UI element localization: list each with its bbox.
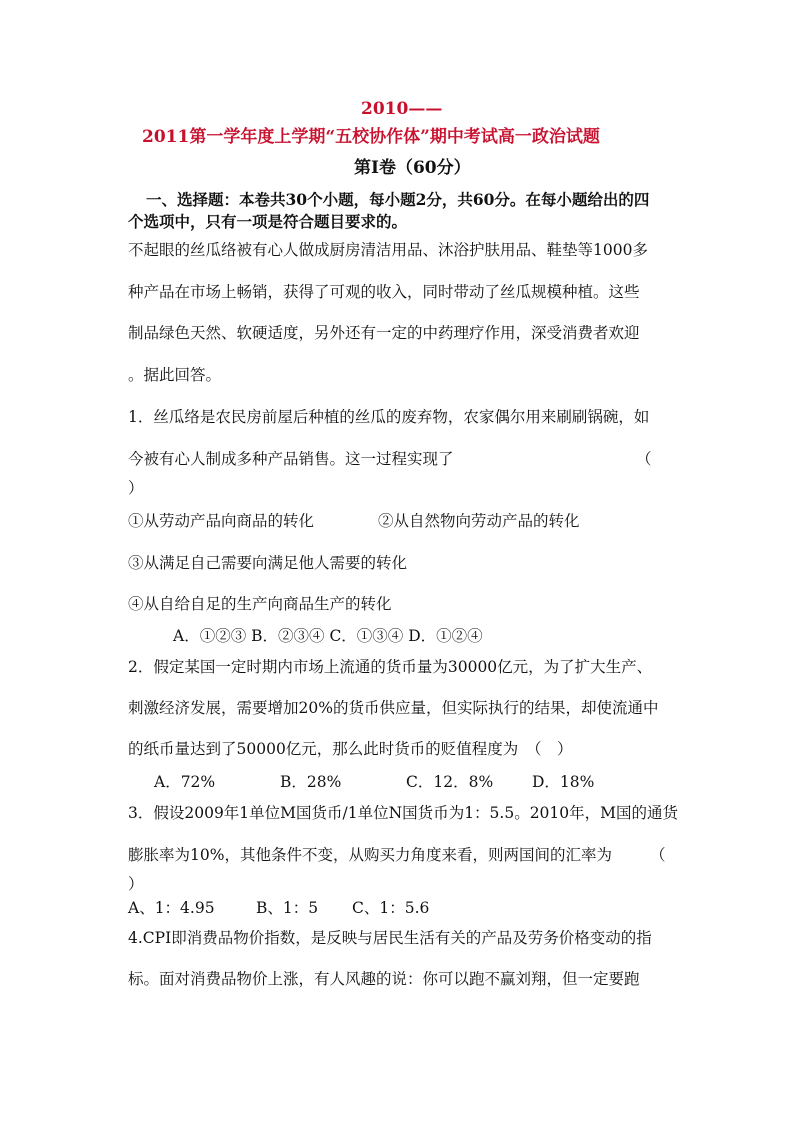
section-title: 第Ⅰ卷（60分） bbox=[354, 158, 471, 178]
q1-item-3: ③从满足自己需要向满足他人需要的转化 bbox=[128, 554, 408, 572]
passage-line-1: 不起眼的丝瓜络被有心人做成厨房清洁用品、沐浴护肤用品、鞋垫等1000多 bbox=[128, 241, 648, 259]
q1-item-2: ②从自然物向劳动产品的转化 bbox=[378, 512, 580, 530]
passage-line-3: 制品绿色天然、软硬适度，另外还有一定的中药理疗作用，深受消费者欢迎 bbox=[128, 324, 640, 342]
q2-option-a: A．72% bbox=[154, 773, 216, 791]
q1-item-4: ④从自给自足的生产向商品生产的转化 bbox=[128, 595, 392, 613]
q2-line-3: 的纸币量达到了50000亿元，那么此时货币的贬值程度为 （ ） bbox=[128, 740, 573, 758]
q1-answer-paren-open: （ bbox=[636, 450, 652, 468]
q2-line-1: 2．假定某国一定时期内市场上流通的货币量为30000亿元，为了扩大生产、 bbox=[128, 658, 653, 676]
q3-option-a: A、1：4.95 bbox=[128, 899, 215, 917]
q3-line-2: 膨胀率为10%，其他条件不变，从购买力角度来看，则两国间的汇率为 bbox=[128, 846, 612, 864]
q3-line-1: 3．假设2009年1单位M国货币/1单位N国货币为1：5.5。2010年，M国的通货 bbox=[128, 804, 679, 822]
q1-item-1: ①从劳动产品向商品的转化 bbox=[128, 512, 315, 530]
q4-line-1: 4.CPI即消费品物价指数，是反映与居民生活有关的产品及劳务价格变动的指 bbox=[128, 929, 652, 947]
q1-options: A．①②③ B．②③④ C．①③④ D．①②④ bbox=[173, 627, 483, 645]
q2-line-2: 刺激经济发展，需要增加20%的货币供应量，但实际执行的结果，却使流通中 bbox=[128, 699, 659, 717]
q3-answer-paren-open: （ bbox=[650, 846, 666, 864]
q1-line-1: 1．丝瓜络是农民房前屋后种植的丝瓜的废弃物，农家偶尔用来刷刷锅碗，如 bbox=[128, 408, 650, 426]
passage-line-4: 。据此回答。 bbox=[128, 366, 222, 384]
instructions-line-2: 个选项中，只有一项是符合题目要求的。 bbox=[128, 212, 408, 231]
q2-option-d: D．18% bbox=[532, 773, 595, 791]
title-line-2: 2011第一学年度上学期“五校协作体”期中考试高一政治试题 bbox=[142, 127, 600, 147]
q4-line-2: 标。面对消费品物价上涨，有人风趣的说：你可以跑不赢刘翔，但一定要跑 bbox=[128, 970, 640, 988]
title-line-1: 2010—— bbox=[361, 99, 443, 119]
q3-answer-paren-close: ） bbox=[128, 875, 144, 893]
instructions-line-1: 一、选择题：本卷共30个小题，每小题2分，共60分。在每小题给出的四 bbox=[146, 190, 650, 209]
q1-line-2: 今被有心人制成多种产品销售。这一过程实现了 bbox=[128, 450, 454, 468]
q3-option-b: B、1：5 bbox=[256, 899, 319, 917]
passage-line-2: 种产品在市场上畅销，获得了可观的收入，同时带动了丝瓜规模种植。这些 bbox=[128, 283, 640, 301]
q3-option-c: C、1：5.6 bbox=[352, 899, 430, 917]
q1-answer-paren-close: ） bbox=[128, 479, 144, 497]
q2-option-c: C．12．8% bbox=[406, 773, 494, 791]
q2-option-b: B．28% bbox=[280, 773, 342, 791]
